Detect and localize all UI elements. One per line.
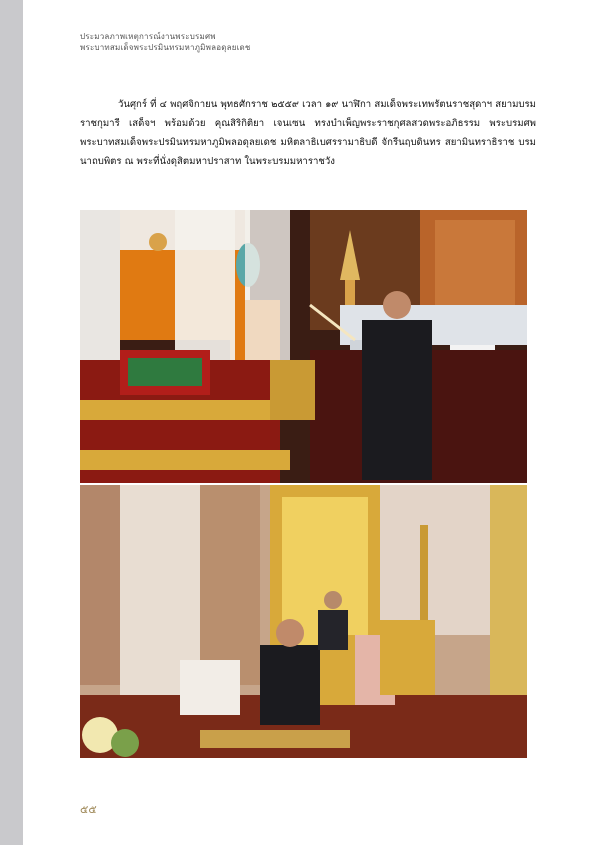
running-head-line-2: พระบาทสมเด็จพระปรมินทรมหาภูมิพลอดุลยเดช	[80, 43, 251, 52]
photo-ceremony-candle-drawing	[80, 210, 527, 483]
body-paragraph: วันศุกร์ ที่ ๔ พฤศจิกายน พุทธศักราช ๒๕๕๙ เวลา ๑๙ นาฬิกา สมเด็จพระเทพรัตนราชสุดาฯ สยามบรมราชกุมารี เสด็จฯ พร้อมด้วย คุณสิริกิติยา เจนเซน ทรงบำเพ็ญพระราชกุศลสวดพระอภิธรรม พระบรมศพ พระบาทสมเด็จพระปรมินทรมหาภูมิพลอดุลยเดช มหิตลาธิเบศรรามาธิบดี จักรีนฤบดินทร สยามินทราธิราช บรมนาถบพิตร ณ พระที่นั่งดุสิตมหาปราสาท ในพระบรมมหาราชวัง	[80, 99, 536, 167]
photo-ceremony-candle	[80, 210, 527, 483]
running-head-line-1: ประมวลภาพเหตุการณ์งานพระบรมศพ	[80, 32, 216, 41]
body-text	[80, 95, 536, 171]
page-gutter-band	[0, 0, 23, 845]
running-head	[80, 31, 500, 53]
photo-royal-seated-drawing	[80, 485, 527, 758]
page-number: ๕๕	[80, 803, 97, 816]
photo-royal-seated	[80, 485, 527, 758]
